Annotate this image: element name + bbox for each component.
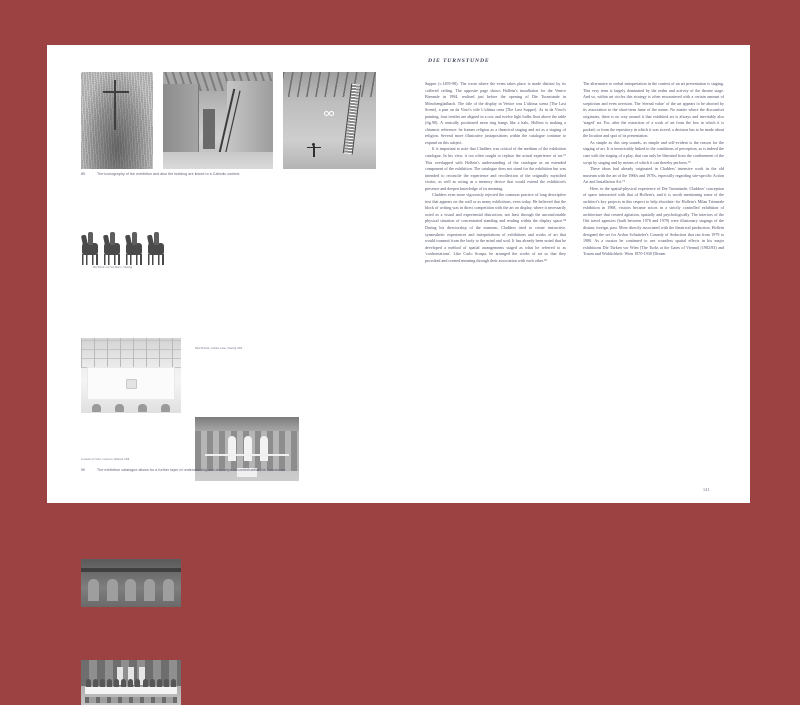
text-column-left xyxy=(425,81,566,264)
caption-89-number: 89 xyxy=(81,172,86,176)
page-number: 141 xyxy=(703,487,710,492)
chair-row-dark-image xyxy=(81,559,181,607)
chairs-row xyxy=(84,579,178,601)
coffer-seats xyxy=(85,400,177,412)
caption-89-text: The iconography of the exhibition and also the building are linked to a Catholic context. xyxy=(97,172,241,176)
supper-tablecloth xyxy=(85,687,177,694)
micro-caption-supper: Leonardo da Vinci, Cenacolo, Mailand 1498 xyxy=(81,458,130,461)
coffered-ceiling-room-image xyxy=(81,338,181,413)
last-supper-image xyxy=(81,660,181,705)
paragraph: Cladders even more vigorously rejected the common practice of long descriptive text that appears on the wall or as many exhibitions, even today. He believed that the block of writing was in direct competition with the art on display, where it necessarily acted as a visual and experiential distraction, not least through the uncomfortable physical situation of concentrated standing and reading within the display space.⁶⁸ During his directorship of the museum, Cladders tried to create instructive, synaesthetic experiences and interpretations of exhibitions and works of art that would transmit from the body to the mind and soul. It has already been noted that he developed a method of spatial arrangements staged as what he referred to as 'confrontations'. Like Carlo Scarpa, he arranged the works of art so that they provoked and created meaning through their association with each other.⁶⁹ xyxy=(425,192,566,263)
figure-row-top xyxy=(81,72,376,169)
micro-caption-horses: Die Pferde von San Marco, Venedig xyxy=(93,266,133,269)
paragraph: Supper (c.1495-98). The room where the event takes place is made distinct by its coffered ceiling. The opposite page shows Hollein's installation for the Venice Biennale in 1984, realised just before the opening of Die Turnstunde in Mönchengladbach. The title of the display in Venice was L'ultima scena [The Last Scene], a pun on da Vinci's title L'ultima cena [The Last Supper]. As in da Vinci's painting, four trestles are aligned in a row and twelve light bulbs float above the table (fig.90). A centrally positioned neon ring hangs like a halo, Hollein is making a chiasmic reference: he frames religion as a theatrical staging and art as a staging of religion. Several more illustrative juxtapositions within the catalogue continue to expand on this subject. xyxy=(425,81,566,145)
paragraph: As simple as this step sounds, as simple and self-evident is the reason for the staging of art. It is inextricably linked to the conditions of perception, as is indeed the case with the staging of a play, that can only be liberated from the confinement of the script by staging and by means of which it can thereby perform.⁷⁰ xyxy=(583,139,724,165)
book-spread xyxy=(47,45,750,503)
gym-figure xyxy=(307,143,321,161)
right-page xyxy=(398,45,750,503)
concrete-wall-left xyxy=(163,84,199,160)
four-horsemen-image xyxy=(81,203,171,265)
body-text-columns xyxy=(425,81,725,264)
micro-caption-trestle: Hans Hollein, Cabinet scene, Venedig 1984 xyxy=(195,347,243,350)
text-column-right xyxy=(583,81,724,264)
coffer-artwork xyxy=(126,379,137,389)
caption-89 xyxy=(81,172,381,178)
paragraph: Here, in the spatial-physical experience of Die Turnstunde, Cladders' conception of space intersected with that of Hollein's, and it is worth mentioning some of the architect's key projects in this respect to help elucidate: for Hollein's Milan Triennale exhibition in 1968, visitors became actors in a strictly controlled exhibition of architecture that created agitation, spatially and psychologically. The interiors of the Otti travel agencies (built between 1976 and 1979) were illusionary stagings of the distant, foreign, past. More directly associated with the theatrical production, Hollein designed the set for Arthur Schnitzler's Comedy of Seduction that ran from 1979 to 1980. As a curator he continued to use countless spatial effects in his major exhibitions Die Türken vor Wien [The Turks at the Gates of Vienna] (1982/83) and Traum und Wirklichkeit: Wien 1870-1930 [Dream xyxy=(583,185,724,257)
concrete-floor xyxy=(163,152,273,169)
trestle-windows xyxy=(228,436,268,460)
caption-90-text: The exhibition catalogue allows for a further layer of understanding and also helps to contextualise Die Turnstunde. xyxy=(97,468,287,472)
chairs-dark-band xyxy=(81,568,181,573)
left-page xyxy=(47,45,398,503)
engraving-crucifixion-image xyxy=(81,72,153,169)
gym-rings xyxy=(324,111,333,115)
supper-under-table xyxy=(85,697,177,703)
gym-rafters xyxy=(283,72,376,97)
paragraph: It is important to note that Cladders was critical of the medium of the exhibition catalogue. In his view, it too often sought to replace the actual experience of art.⁶⁷ This overlapped with Hollein's understanding of the catalogue as an extended component of the exhibition. The catalogue does not stand for the exhibition but was intended to reconcile the experience and recollection of the originally mystified visitor, as well as acting as a memory device that would extend the exhibition's presence and deepen knowledge of its meaning. xyxy=(425,146,566,191)
concrete-interior-ladder-image xyxy=(163,72,273,169)
running-head: DIE TURNSTUNDE xyxy=(428,58,490,64)
coffer-ceiling xyxy=(81,338,181,368)
paragraph: The alternative to verbal interpretation in the context of an art presentation is staging. This very term is largely dominated by the realm and activity of the theatre stage. And so, within art circles this strategy is often encountered with a certain amount of scepticism and even aversion. The 'eternal value' of the art appears to be aborted by its association to the short-term fame of the mime. No matter where the discomfort originates, there is no way around it that exhibited art is always and inevitably also 'staged' art. For, after the extraction of a work of art from the box in which it is packed, or from the repository in which it was stored, a decision has to be made about the location and spot of its presentation. xyxy=(583,81,724,139)
caption-90-number: 90 xyxy=(81,468,86,472)
concrete-doorway xyxy=(203,109,215,149)
gymnasium-figure-rings-image xyxy=(283,72,376,169)
paragraph: These ideas had already originated in Cladders' intensive work in the old museum with the art of the 1960s and 1970s, especially regarding site-specific Action Art and Installation Art.⁷¹ xyxy=(583,166,724,185)
caption-90 xyxy=(81,468,331,474)
trestle-table xyxy=(205,454,288,456)
